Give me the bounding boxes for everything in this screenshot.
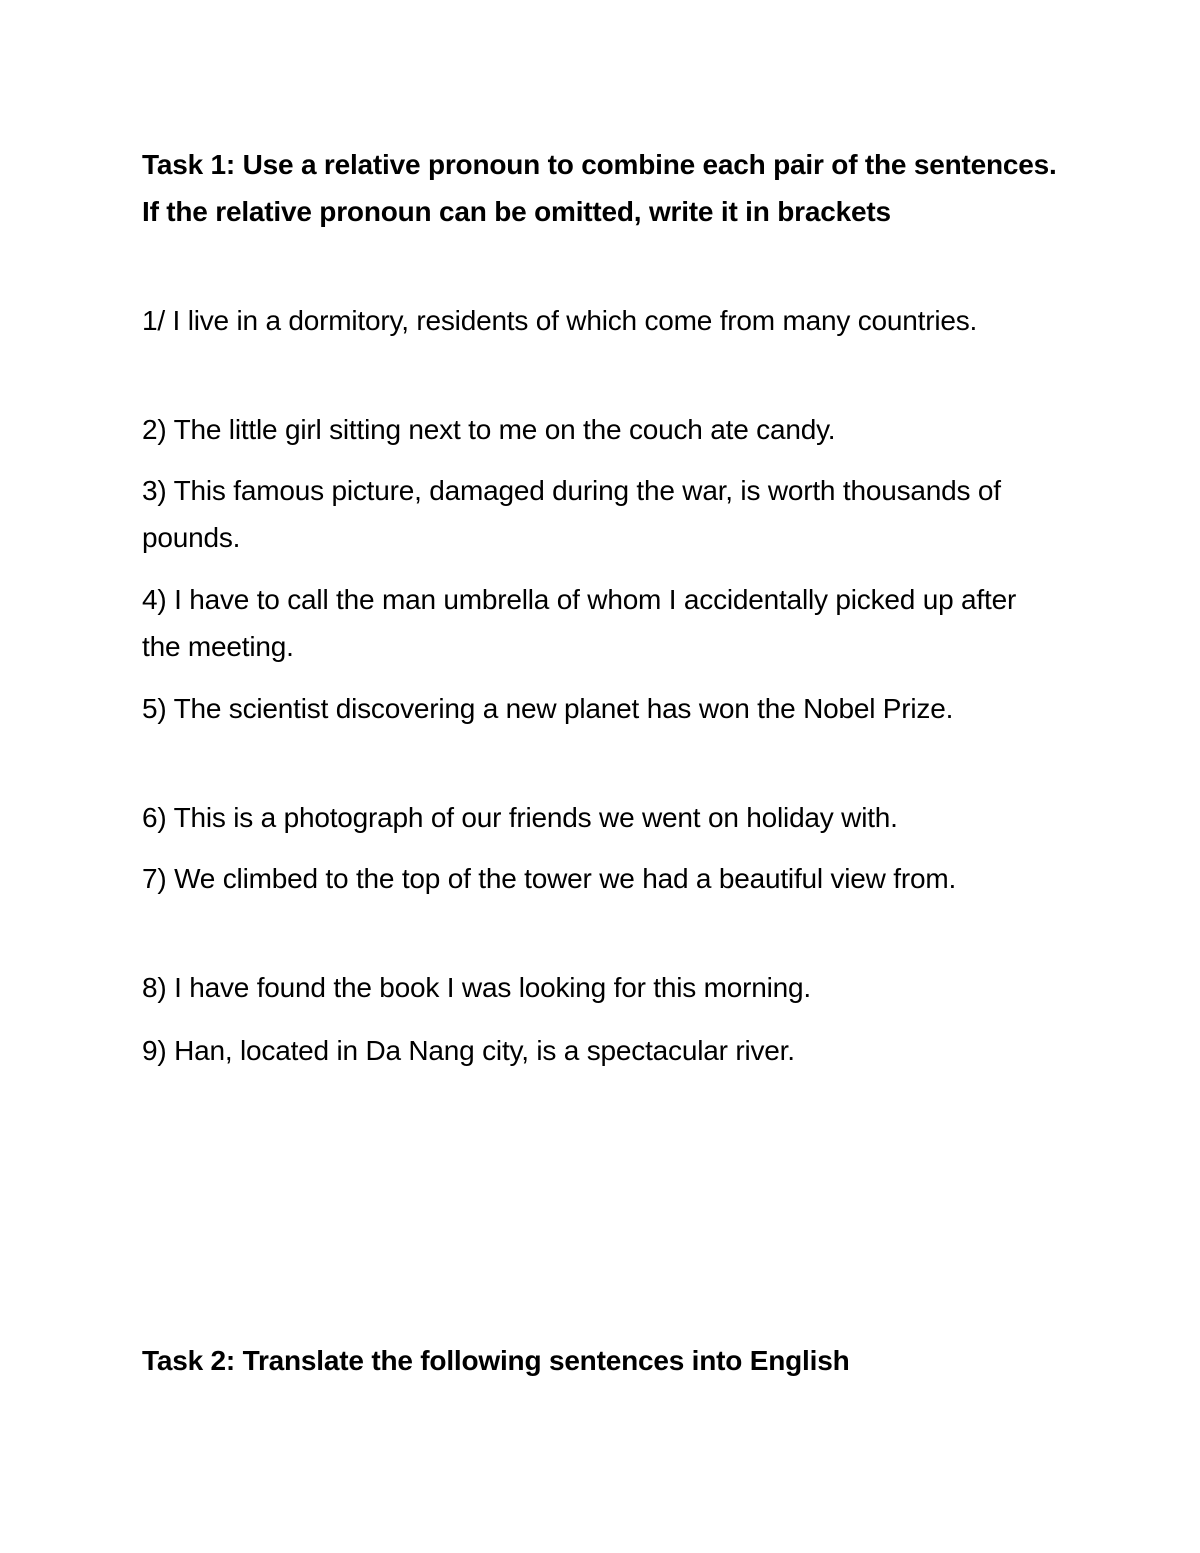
exercise-item-1: 1/ I live in a dormitory, residents of which come from many countries. — [142, 305, 978, 336]
exercise-item-3: 3) This famous picture, damaged during the war, is worth thousands of pounds. — [142, 475, 1001, 553]
exercise-item-4: 4) I have to call the man umbrella of whom I accidentally picked up after the meeting. — [142, 584, 1017, 662]
exercise-item-2: 2) The little girl sitting next to me on the couch ate candy. — [142, 414, 836, 445]
exercise-item-8: 8) I have found the book I was looking for this morning. — [142, 972, 811, 1003]
exercise-item-5: 5) The scientist discovering a new planet has won the Nobel Prize. — [142, 693, 954, 724]
exercise-item-9: 9) Han, located in Da Nang city, is a spectacular river. — [142, 1035, 795, 1066]
task-1-heading: Task 1: Use a relative pronoun to combine each pair of the sentences. If the relative pronoun can be omitted, write it in brackets — [142, 149, 1057, 227]
exercise-item-7: 7) We climbed to the top of the tower we had a beautiful view from. — [142, 863, 957, 894]
exercise-item-6: 6) This is a photograph of our friends we went on holiday with. — [142, 802, 898, 833]
task-2-heading: Task 2: Translate the following sentences into English — [142, 1345, 850, 1376]
